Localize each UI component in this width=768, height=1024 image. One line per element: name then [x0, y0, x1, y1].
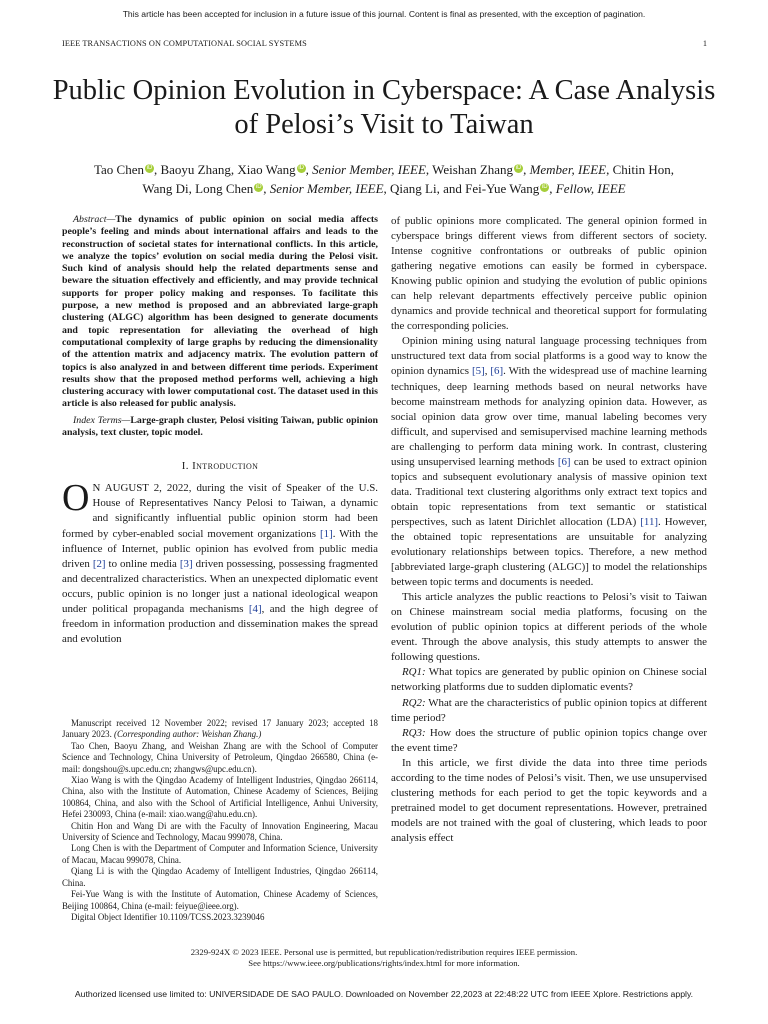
rq-text: What are the characteristics of public opinion topics at different time period? — [391, 696, 707, 724]
citation-link[interactable]: [1] — [320, 527, 333, 540]
paper-title: Public Opinion Evolution in Cyberspace: A Case Analysis of Pelosi’s Visit to Taiwan — [52, 75, 716, 140]
footnote-text: Manuscript received 12 November 2022; revised 17 January 2023; accepted 18 January 2023. — [62, 718, 378, 740]
body-paragraph — [391, 334, 707, 590]
body-paragraph: In this article, we first divide the data into three time periods according to the time nodes of Pelosi’s visit. Then, we use unsupervised clustering methods for each period to get the topic keywords and a pretrained model to get document representations. However, pretrained models are not trained with the goal of clustering, which leads to poor analysis effect — [391, 756, 707, 844]
orcid-icon[interactable]: iD — [146, 164, 153, 171]
intro-text: . With the influence of Internet, public opinion has evolved from public media driven — [62, 527, 378, 570]
author-name: Wang Di, Long Chen — [142, 181, 254, 196]
drop-cap: O — [62, 477, 90, 520]
running-head: IEEE TRANSACTIONS ON COMPUTATIONAL SOCIAL SYSTEMS — [62, 39, 307, 48]
footnote: Long Chen is with the Department of Computer and Information Science, University of Macau, Macau 999078, China. — [62, 843, 378, 865]
abstract — [62, 214, 378, 411]
section-heading — [62, 459, 378, 474]
body-text: , — [484, 365, 491, 378]
doi-footnote: Digital Object Identifier 10.1109/TCSS.2023.3239046 — [71, 911, 265, 922]
author-name: , Qiang Li, and Fei-Yue Wang — [383, 181, 540, 196]
footnotes — [62, 718, 378, 923]
copyright-line: 2329-924X © 2023 IEEE. Personal use is permitted, but republication/redistribution requires IEEE permission. — [190, 947, 578, 957]
citation-link[interactable]: [6] — [490, 365, 504, 378]
citation-link[interactable]: [4] — [248, 602, 262, 615]
page-number: 1 — [702, 39, 707, 48]
index-terms-text: Large-graph cluster, Pelosi visiting Taiwan, public opinion analysis, text cluster, topic model. — [62, 414, 378, 439]
abstract-text: The dynamics of public opinion on social media affects people’s feeling and minds about international affairs and leads to the reconstruction of societal states for international conflicts. In this article, we analyze the topics’ evolution on social media during the Pelosi visit. Such kind of analysis should help the related departments sense and beware the situation effectively and efficiently, and may provide technical supports for proper policy making and responses. To facilitate this purpose, a new method is proposed and an abbreviated large-graph clustering (ALGC) algorithm has been designed to generate documents and topic representation for alleviating the overhead of high computational complexity of large graphs by reducing the dimensionality of the attention matrix and adjacency matrix. The evolution pattern of topics is also analyzed in and between different time periods. Experiment results show that the proposed method performs well, achieving a high clustering accuracy with lower computational cost. The dataset used in this article is also released for public analysis. — [62, 214, 378, 410]
citation-link[interactable]: [2] — [92, 557, 106, 570]
rq-label: RQ2: — [402, 696, 426, 709]
research-question — [391, 726, 707, 756]
left-column — [62, 214, 378, 647]
author-name: Tao Chen — [93, 162, 144, 177]
index-terms-label: Index Terms— — [73, 414, 131, 426]
rq-label: RQ3: — [402, 726, 426, 739]
orcid-icon[interactable]: iD — [298, 164, 304, 171]
intro-paragraph — [62, 477, 378, 647]
orcid-icon[interactable]: iD — [515, 164, 522, 171]
intro-text: N AUGUST 2, 2022, during the visit of Speaker of the U.S. House of Representatives Nancy Pelosi to Taiwan, a dynamic and significantly influential public opinion storm had been formed by cyber-enabled social movement organizations — [62, 482, 378, 540]
body-text: can be used to extract opinion topics and subsequent evolutionary analysis of massive opinion text data. Traditional text clustering algorithms only extract text topics and obtain topic representations from text semantic or statistical perspectives, such as latent Dirichlet allocation (LDA) — [391, 455, 707, 528]
right-column — [391, 214, 707, 846]
author-list: Tao Chen iD , Baoyu Zhang, Xiao Wang iD , Senior Member, IEEE, Weishan Zhang iD , Member, IEEE, Chitin Hon, Wang Di, Long Chen iD , Senior Member, IEEE, Qiang Li, and Fei-Yue Wang iD , Fellow, IEEE — [93, 162, 674, 196]
section-number: I. — [181, 460, 189, 473]
author-role: Senior Member, IEEE — [312, 162, 426, 177]
rq-text: How does the structure of public opinion topics change over the event time? — [391, 726, 707, 754]
copyright-notice — [0, 947, 768, 969]
footnote: Qiang Li is with the Qingdao Academy of Intelligent Industries, Qingdao 266114, China. — [62, 866, 378, 888]
research-question — [391, 696, 707, 726]
author-name: , Baoyu Zhang, Xiao Wang — [153, 162, 296, 177]
citation-link[interactable]: [5] — [472, 365, 485, 378]
citation-link[interactable]: [3] — [179, 557, 193, 570]
footnote: Xiao Wang is with the Qingdao Academy of Intelligent Industries, Qingdao 266114, China, also with the Institute of Automation, Chinese Academy of Sciences, Beijing 100864, China, and also with the School of Artificial Intelligence, Anhui University, Hefei 230093, China (e-mail: xiao.wang@ahu.edu.cn). — [62, 775, 378, 820]
orcid-icon[interactable]: iD — [255, 183, 262, 190]
author-role: Senior Member, IEEE — [269, 181, 384, 196]
body-text: . However, the obtained topic representations are unsuitable for analyzing evolutionary relationships between topics. Therefore, a new method [abbreviated large-graph clustering (ALGC)] to model the relationships between topic terms and documents is needed. — [391, 515, 707, 589]
body-text: . With the widespread use of machine learning techniques, deep learning methods based on neural networks have become mainstream methods for analyzing opinion data. However, as social opinion data grow over time, manual labeling becomes very difficult, and supervised and semisupervised machine learning methods are challenging to perform data mining work. In contrast, clustering using unsupervised learning methods — [391, 365, 707, 468]
intro-text: driven possessing, possessing fragmented and decentralized characteristics. When an unexpected diplomatic event occurs, public opinion is no longer just a national ideological weapon under political propaganda mechanisms — [62, 557, 378, 615]
author-role: Fellow, IEEE — [555, 181, 626, 196]
intro-text: , and the high degree of freedom in information production and dissemination makes the spread and evolution — [62, 602, 378, 645]
acceptance-notice: This article has been accepted for inclusion in a future issue of this journal. Content is final as presented, with the exception of pagination. — [122, 9, 646, 19]
abstract-label: Abstract— — [73, 214, 116, 225]
corresponding-author: (Corresponding author: Weishan Zhang.) — [114, 729, 262, 740]
body-paragraph: This article analyzes the public reactions to Pelosi’s visit to Taiwan on Chinese mainstream social media platforms, focusing on the evolution of public opinion topics at different periods of the whole event. Through the above analysis, this study attempts to answer the following questions. — [391, 591, 707, 664]
rq-text: What topics are generated by public opinion on Chinese social networking platforms due to sudden diplomatic events? — [391, 666, 707, 694]
author-role: Member, IEEE — [529, 162, 607, 177]
research-question — [391, 665, 707, 695]
license-notice: Authorized licensed use limited to: UNIVERSIDADE DE SAO PAULO. Downloaded on November 22,2023 at 22:48:22 UTC from IEEE Xplore. Restrictions apply. — [74, 989, 694, 999]
body-paragraph: of public opinions more complicated. The general opinion formed in cyberspace brings different views from different sectors of society. Intense cognitive confrontations or outbreaks of public opinion gathering negative emotions can easily be formed in cyberspace. Knowing public opinion and studying the evolution of public opinions can help relevant departments effectively perceive public opinion dynamics and provide technical and theoretical support for formulating the corresponding policies. — [391, 215, 707, 333]
citation-link[interactable]: [11] — [640, 515, 659, 528]
author-name: , Chitin Hon, — [606, 162, 674, 177]
rq-label: RQ1: — [402, 666, 426, 679]
footnote — [62, 718, 378, 741]
orcid-icon[interactable]: iD — [541, 183, 548, 190]
body-text: Opinion mining using natural language processing techniques from unstructured text data from social platforms is a good way to know the opinion dynamics — [391, 335, 707, 378]
section-title: Introduction — [192, 460, 259, 473]
index-terms — [62, 415, 378, 440]
footnote: Tao Chen, Baoyu Zhang, and Weishan Zhang are with the School of Computer Science and Technology, China University of Petroleum, Qingdao 266580, China (e-mail: dongshou@s.upc.edu.cn; zhangws@upc.edu.cn). — [62, 740, 378, 774]
intro-text: to online media — [105, 557, 180, 570]
footnote: Chitin Hon and Wang Di are with the Faculty of Innovation Engineering, Macau University of Science and Technology, Macau 999078, China. — [62, 820, 378, 843]
citation-link[interactable]: [6] — [557, 455, 571, 468]
rights-link[interactable]: See https://www.ieee.org/publications/rights/index.html for more information. — [248, 958, 520, 968]
footnote: Fei-Yue Wang is with the Institute of Automation, Chinese Academy of Sciences, Beijing 100864, China (e-mail: feiyue@ieee.org). — [62, 889, 378, 911]
author-name: , Weishan Zhang — [425, 162, 514, 177]
